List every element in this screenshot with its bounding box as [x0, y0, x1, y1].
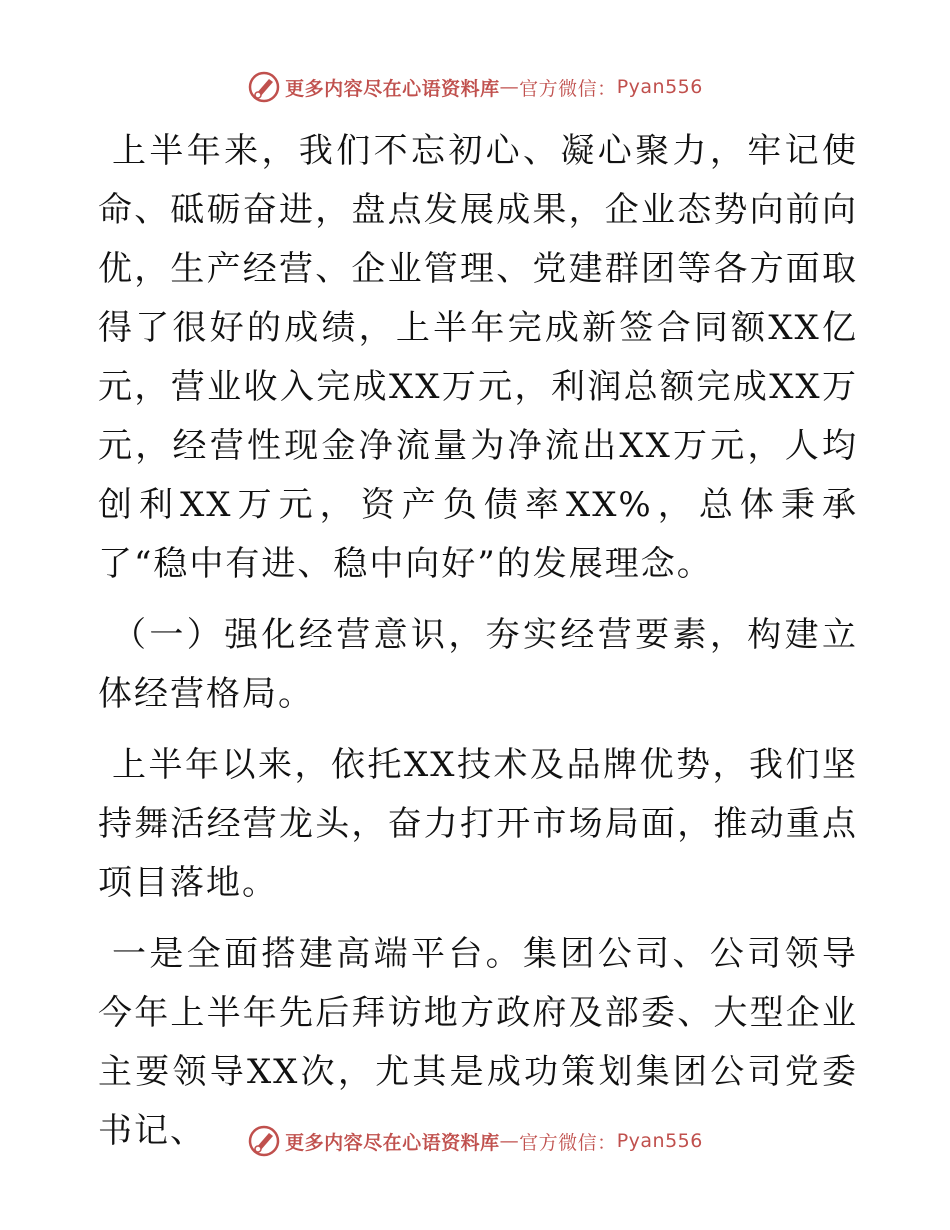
watermark-separator: —	[499, 1130, 520, 1152]
ink-pen-logo-icon	[247, 70, 281, 104]
header-watermark	[0, 70, 950, 104]
watermark-wechat-id: Pyan556	[616, 1130, 703, 1152]
document-body	[98, 122, 858, 1173]
watermark-official-label: 官方微信：	[519, 1131, 617, 1154]
section-heading-1: （一）强化经营意识，夯实经营要素，构建立体经营格局。	[98, 615, 858, 714]
ink-pen-logo-icon	[247, 1124, 281, 1158]
watermark-official-label: 官方微信：	[519, 77, 617, 100]
footer-watermark	[0, 1124, 950, 1158]
paragraph-market: 上半年以来，依托XX技术及品牌优势，我们坚持舞活经营龙头，奋力打开市场局面，推动重点项目落地。	[98, 745, 858, 903]
watermark-wechat-id: Pyan556	[616, 76, 703, 98]
watermark-separator: —	[499, 76, 520, 98]
watermark-brand: 更多内容尽在心语资料库	[285, 77, 500, 100]
paragraph-summary: 上半年来，我们不忘初心、凝心聚力，牢记使命、砥砺奋进，盘点发展成果，企业态势向前向优，生产经营、企业管理、党建群团等各方面取得了很好的成绩，上半年完成新签合同额XX亿元，营业收入完成XX万元，利润总额完成XX万元，经营性现金净流量为净流出XX万元，人均创利XX万元，资产负债率XX%，总体秉承了“稳中有进、稳中向好”的发展理念。	[98, 131, 858, 584]
watermark-brand: 更多内容尽在心语资料库	[285, 1131, 500, 1154]
paragraph-platform: 一是全面搭建高端平台。集团公司、公司领导今年上半年先后拜访地方政府及部委、大型企业主要领导XX次，尤其是成功策划集团公司党委书记、	[98, 934, 858, 1151]
